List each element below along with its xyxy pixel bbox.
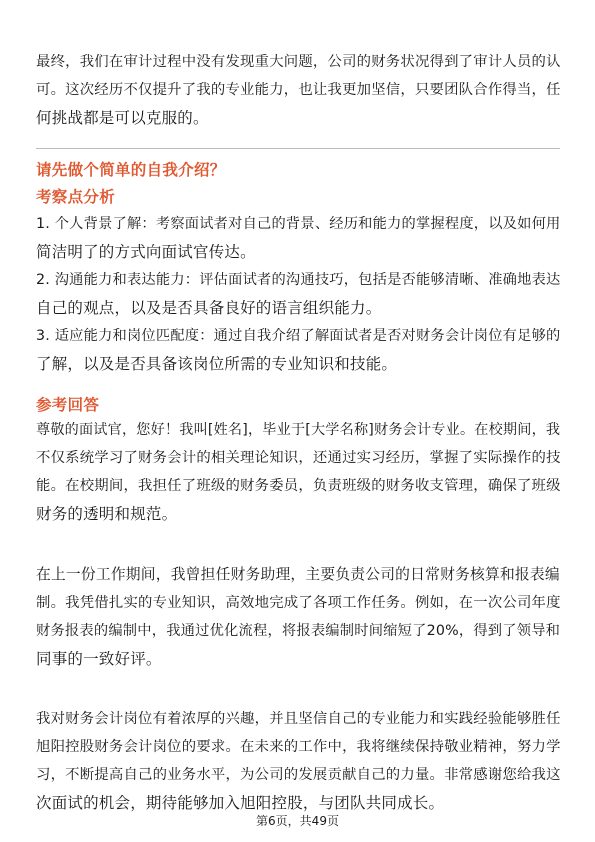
answer-line: 财务报表的编制中，我通过优化流程，将报表编制时间缩短了20%，得到了领导和 [36, 623, 561, 639]
answer-paragraph [36, 416, 560, 528]
answer-line: 我对财务会计岗位有着浓厚的兴趣，并且坚信自己的专业能力和实践经验能够胜任 [36, 711, 561, 727]
answer-line: 尊敬的面试官，您好！我叫[姓名]，毕业于[大学名称]财务会计专业。在校期间，我 [36, 422, 561, 438]
analysis-list [36, 210, 560, 378]
page-number: 第6页，共49页 [256, 814, 339, 828]
answer-line: 同事的一致好评。 [36, 650, 162, 668]
analysis-item [36, 266, 560, 322]
analysis-item [36, 322, 560, 378]
section-divider [36, 148, 560, 149]
answer-line: 财务的透明和规范。 [36, 505, 178, 523]
intro-paragraph [36, 48, 560, 132]
answer-line: 在上一份工作期间，我曾担任财务助理，主要负责公司的日常财务核算和报表编 [36, 566, 560, 583]
intro-line: 最终，我们在审计过程中没有发现重大问题，公司的财务状况得到了审计人员的认 [36, 54, 561, 70]
analysis-item-line: 了解，以及是否具备该岗位所需的专业知识和技能。 [36, 355, 398, 373]
answer-paragraph [36, 705, 560, 817]
analysis-item-line: 2. 沟通能力和表达能力：评估面试者的沟通技巧，包括是否能够清晰、准确地表达 [36, 272, 561, 288]
analysis-item-line: 3. 适应能力和岗位匹配度：通过自我介绍了解面试者是否对财务会计岗位有足够的 [36, 328, 561, 344]
answer-line: 次面试的机会，期待能够加入旭阳控股，与团队共同成长。 [36, 794, 445, 812]
answer-heading: 参考回答 [36, 396, 100, 414]
answer-line: 旭阳控股财务会计岗位的要求。在未来的工作中，我将继续保持敬业精神，努力学 [36, 739, 561, 755]
answer-line: 习，不断提高自己的业务水平，为公司的发展贡献自己的力量。非常感谢您给我这 [36, 767, 561, 783]
analysis-item-line: 1. 个人背景了解：考察面试者对自己的背景、经历和能力的掌握程度，以及如何用 [36, 216, 561, 232]
intro-line: 可。这次经历不仅提升了我的专业能力，也让我更加坚信，只要团队合作得当，任 [36, 82, 561, 98]
answer-line: 能。在校期间，我担任了班级的财务委员，负责班级的财务收支管理，确保了班级 [36, 478, 561, 494]
answer-paragraph [36, 561, 560, 673]
analysis-item [36, 210, 560, 266]
answer-line: 不仅系统学习了财务会计的相关理论知识，还通过实习经历，掌握了实际操作的技 [36, 450, 561, 466]
analysis-heading: 考察点分析 [36, 188, 116, 206]
analysis-item-line: 简洁明了的方式向面试官传达。 [36, 243, 256, 261]
answer-line: 制。我凭借扎实的专业知识，高效地完成了各项工作任务。例如，在一次公司年度 [36, 595, 561, 611]
analysis-item-line: 自己的观点，以及是否具备良好的语言组织能力。 [36, 299, 382, 317]
intro-line: 何挑战都是可以克服的。 [36, 109, 209, 127]
question-title: 请先做个简单的自我介绍？ [36, 161, 226, 179]
